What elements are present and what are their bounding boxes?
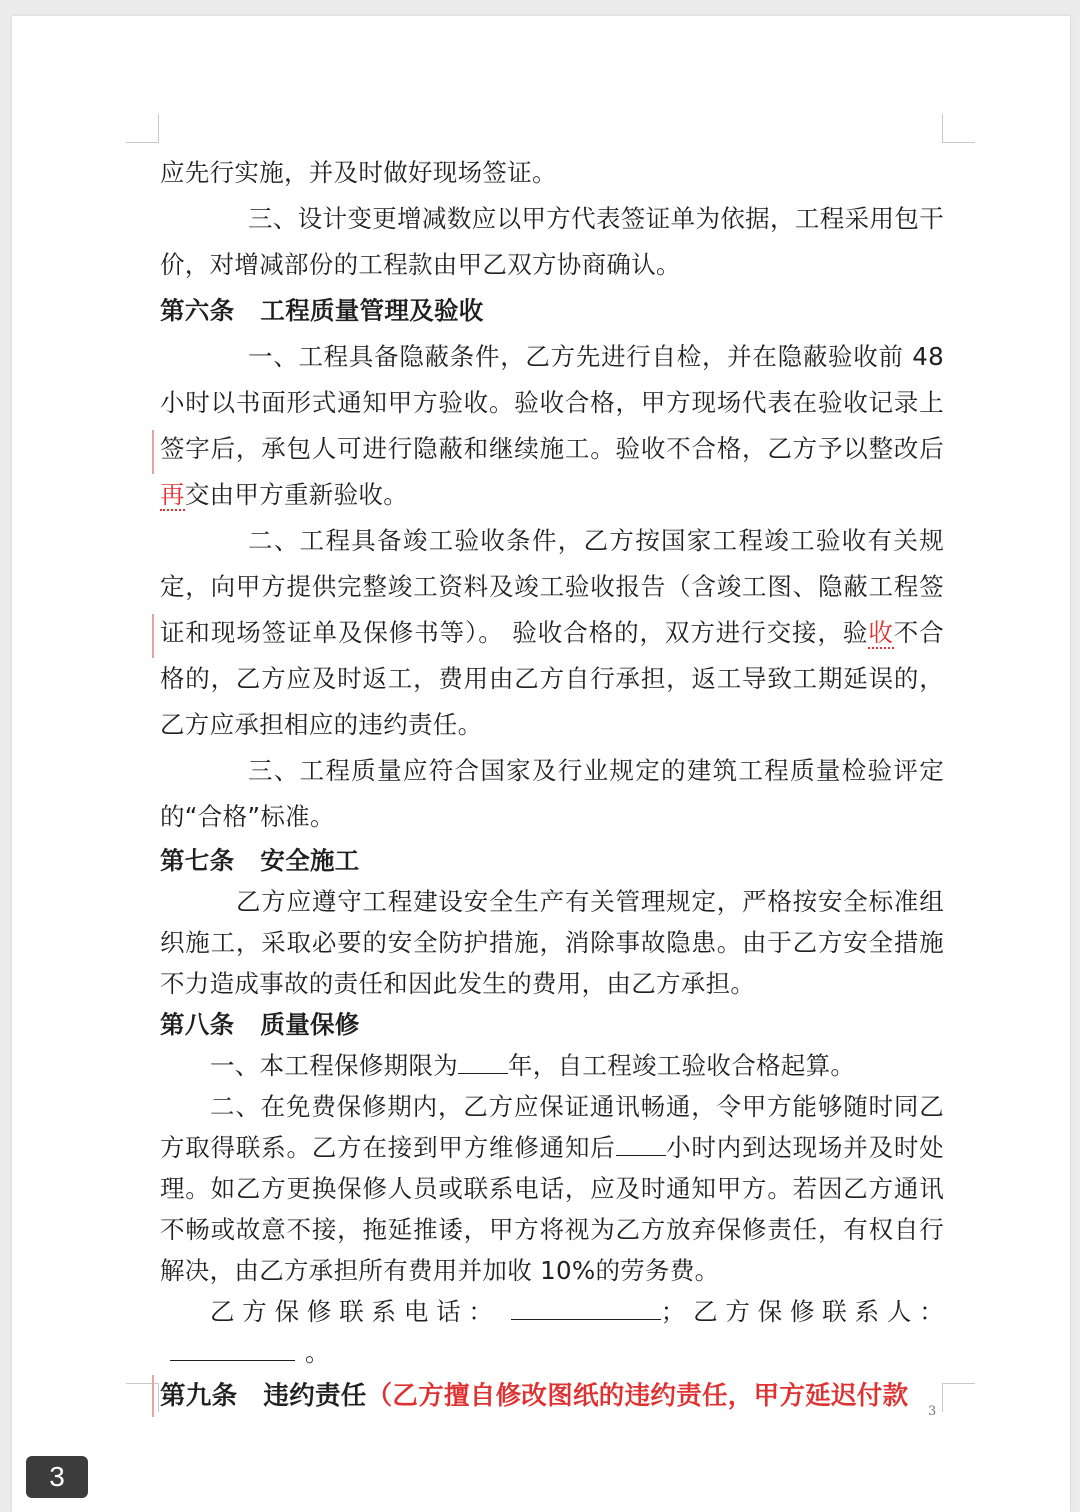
- page-corner-mark: [126, 114, 159, 143]
- paragraph: [160, 518, 944, 748]
- page-corner-mark: [126, 1383, 159, 1412]
- revision-text: （乙方擅自修改图纸的违约责任，甲方延迟付款: [366, 1381, 909, 1411]
- page-corner-mark: [942, 1383, 975, 1412]
- article-title: 工程质量管理及验收: [260, 296, 484, 325]
- article-heading: [160, 288, 944, 334]
- article-title: 质量保修: [260, 1010, 360, 1039]
- blank-field: [170, 1338, 295, 1361]
- article-number: 第八条: [160, 1010, 235, 1039]
- article-number: 第七条: [160, 846, 235, 875]
- paragraph: [160, 1045, 944, 1086]
- article-heading: [160, 1373, 944, 1419]
- document-body: [160, 150, 944, 1419]
- page-number: 3: [928, 1404, 937, 1419]
- text-run: 。: [305, 1338, 330, 1367]
- paragraph: 乙方应遵守工程建设安全生产有关管理规定，严格按安全标准组织施工，采取必要的安全防护措施，消除事故隐患。由于乙方安全措施不力造成事故的责任和因此发生的费用，由乙方承担。: [160, 887, 944, 998]
- article-heading: [160, 1004, 944, 1045]
- text-run: 交由甲方重新验收。: [184, 480, 409, 509]
- text-run: 不合格的，乙方应及时返工，费用由乙方自行承担，返工导致工期延误的，乙方应承担相应的违约责任。: [160, 618, 944, 739]
- paragraph: 三、设计变更增减数应以甲方代表签证单为依据，工程采用包干价，对增减部份的工程款由甲乙双方协商确认。: [160, 204, 944, 279]
- page-corner-mark: [942, 114, 975, 143]
- text-run: ；: [660, 1297, 686, 1326]
- article-title: 安全施工: [260, 846, 360, 875]
- revision-mark: 再: [160, 480, 185, 509]
- article-heading: [160, 840, 944, 881]
- paragraph: 应先行实施，并及时做好现场签证。: [160, 158, 557, 187]
- revision-bar: [152, 430, 154, 474]
- revision-bar: [152, 614, 154, 658]
- paragraph: [160, 1086, 944, 1291]
- paragraph: 三、工程质量应符合国家及行业规定的建筑工程质量检验评定的“合格”标准。: [160, 756, 944, 831]
- page-indicator-badge[interactable]: 3: [26, 1456, 88, 1498]
- document-page: [12, 16, 1070, 1512]
- blank-field: [616, 1133, 666, 1156]
- blank-field: [511, 1297, 661, 1320]
- text-run: 二、在免费保修期内，乙方应保证通讯畅通，令甲方能够随时同乙方取得联系。乙方在接到甲方维修通知后: [160, 1092, 944, 1162]
- text-run: 乙方保修联系电话：: [210, 1297, 501, 1326]
- text-run: 一、工程具备隐蔽条件，乙方先进行自检，并在隐蔽验收前 48 小时以书面形式通知甲方验收。验收合格，甲方现场代表在验收记录上签字后，承包人可进行隐蔽和继续施工。验收不合格，乙方予以整改后: [160, 342, 944, 463]
- text-run: 一、本工程保修期限为: [210, 1051, 458, 1080]
- article-number: 第六条: [160, 296, 235, 325]
- revision-bar: [152, 1375, 154, 1417]
- text-run: 小时内到达现场并及时处理。如乙方更换保修人员或联系电话，应及时通知甲方。若因乙方通讯不畅或故意不接，拖延推诿，甲方将视为乙方放弃保修责任，有权自行解决，由乙方承担所有费用并加收 10%的劳务费。: [160, 1133, 944, 1285]
- text-run: 乙方保修联系人：: [685, 1297, 944, 1326]
- text-run: 年，自工程竣工验收合格起算。: [508, 1051, 856, 1080]
- blank-field: [458, 1051, 508, 1074]
- article-title: 违约责任: [263, 1381, 367, 1411]
- revision-mark: 收: [868, 618, 894, 647]
- paragraph: [160, 1291, 944, 1373]
- article-number: 第九条: [160, 1381, 238, 1411]
- text-run: 二、工程具备竣工验收条件，乙方按国家工程竣工验收有关规定，向甲方提供完整竣工资料及竣工验收报告（含竣工图、隐蔽工程签证和现场签证单及保修书等）。 验收合格的，双方进行交接，验: [160, 526, 944, 647]
- paragraph: [160, 334, 944, 518]
